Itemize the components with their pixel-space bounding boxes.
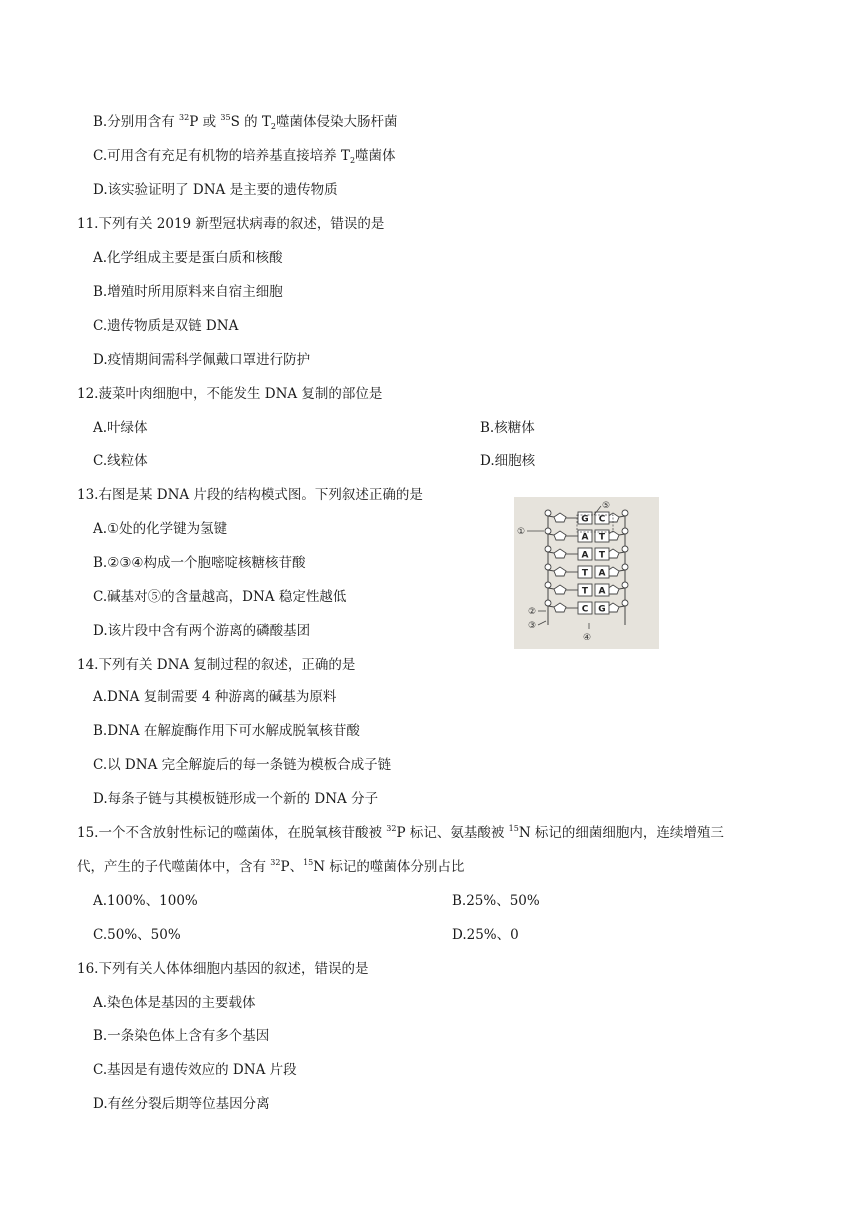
q15-option-b: B.25%、50% <box>452 893 540 909</box>
label-3: ③ <box>528 621 537 631</box>
left-phosphate <box>545 510 551 516</box>
q11-option-b: B.增殖时所用原料来自宿主细胞 <box>93 284 283 300</box>
right-bond <box>619 534 625 535</box>
right-phosphate <box>622 564 628 570</box>
q16-option-b: B.一条染色体上含有多个基因 <box>93 1028 270 1044</box>
q14-option-d: D.每条子链与其模板链形成一个新的 DNA 分子 <box>93 791 379 807</box>
pointer-3 <box>538 621 546 625</box>
q12-stem: 12.菠菜叶肉细胞中，不能发生 DNA 复制的部位是 <box>77 386 383 402</box>
right-bond <box>619 552 625 553</box>
left-bond <box>548 534 554 535</box>
left-phosphate <box>545 582 551 588</box>
q12-option-a: A.叶绿体 <box>93 420 148 436</box>
q15-stem-line1: 15.一个不含放射性标记的噬菌体，在脱氧核苷酸被 $^{32}$P 标记、氨基酸被 $^{15}$N 标记的细菌细胞内，连续增殖三 <box>77 824 724 841</box>
q14-option-b: B.DNA 在解旋酶作用下可水解成脱氧核苷酸 <box>93 723 360 739</box>
label-4: ④ <box>583 633 592 643</box>
q12-option-d: D.细胞核 <box>480 453 536 469</box>
q13-stem: 13.右图是某 DNA 片段的结构模式图。下列叙述正确的是 <box>77 487 423 503</box>
q15-option-c: C.50%、50% <box>93 927 181 943</box>
right-base-letter: A <box>598 586 606 597</box>
q10-option-d: D.该实验证明了 DNA 是主要的遗传物质 <box>93 182 338 198</box>
q11-stem: 11.下列有关 2019 新型冠状病毒的叙述，错误的是 <box>77 216 385 232</box>
q10-option-b: B.分别用含有 $^{32}$P 或 $^{35}$S 的 $T_2$噬菌体侵染大肠杆菌 <box>93 113 398 131</box>
q16-option-d: D.有丝分裂后期等位基因分离 <box>93 1096 270 1112</box>
right-phosphate <box>622 510 628 516</box>
left-bond <box>548 516 554 517</box>
q13-option-b: B.②③④构成一个胞嘧啶核糖核苷酸 <box>93 555 306 571</box>
left-phosphate <box>545 546 551 552</box>
left-phosphate <box>545 528 551 534</box>
left-base-letter: C <box>581 604 589 615</box>
right-base-letter: A <box>598 568 606 579</box>
q11-option-d: D.疫情期间需科学佩戴口罩进行防护 <box>93 352 311 368</box>
left-sugar <box>554 603 566 612</box>
label-5: ⑤ <box>602 501 611 511</box>
q13-option-a: A.①处的化学键为氢键 <box>93 521 228 537</box>
left-base-letter: A <box>581 532 589 543</box>
q10-option-c: C.可用含有充足有机物的培养基直接培养 $T_2$噬菌体 <box>93 148 396 165</box>
q16-option-a: A.染色体是基因的主要载体 <box>93 995 256 1011</box>
left-bond <box>548 588 554 589</box>
left-base-letter: A <box>581 550 589 561</box>
right-base-letter: T <box>598 550 606 561</box>
q16-option-c: C.基因是有遗传效应的 DNA 片段 <box>93 1062 297 1078</box>
right-bond <box>619 570 625 571</box>
left-base-letter: G <box>581 514 589 525</box>
left-sugar <box>554 513 566 522</box>
left-sugar <box>554 531 566 540</box>
q14-option-c: C.以 DNA 完全解旋后的每一条链为模板合成子链 <box>93 757 392 773</box>
left-bond <box>548 606 554 607</box>
q14-option-a: A.DNA 复制需要 4 种游离的碱基为原料 <box>93 689 337 705</box>
left-phosphate <box>545 600 551 606</box>
q11-option-a: A.化学组成主要是蛋白质和核酸 <box>93 250 283 266</box>
dna-structure-figure <box>514 497 659 649</box>
right-phosphate <box>622 600 628 606</box>
left-sugar <box>554 567 566 576</box>
right-bond <box>619 606 625 607</box>
label-2: ② <box>528 607 537 617</box>
right-phosphate <box>622 582 628 588</box>
right-base-letter: C <box>598 514 606 525</box>
label-1: ① <box>517 527 526 537</box>
right-base-letter: T <box>598 532 606 543</box>
right-phosphate <box>622 546 628 552</box>
left-sugar <box>554 585 566 594</box>
right-bond <box>619 588 625 589</box>
left-bond <box>548 552 554 553</box>
q15-option-a: A.100%、100% <box>93 893 198 909</box>
left-base-letter: T <box>581 586 589 597</box>
right-phosphate <box>622 528 628 534</box>
q13-option-c: C.碱基对⑤的含量越高，DNA 稳定性越低 <box>93 589 347 605</box>
left-sugar <box>554 549 566 558</box>
right-base-letter: G <box>598 604 606 615</box>
q16-stem: 16.下列有关人体体细胞内基因的叙述，错误的是 <box>77 961 369 977</box>
q12-option-b: B.核糖体 <box>480 420 535 436</box>
left-base-letter: T <box>581 568 589 579</box>
q13-option-d: D.该片段中含有两个游离的磷酸基团 <box>93 623 311 639</box>
q12-option-c: C.线粒体 <box>93 453 148 469</box>
q14-stem: 14.下列有关 DNA 复制过程的叙述，正确的是 <box>77 657 356 673</box>
q11-option-c: C.遗传物质是双链 DNA <box>93 318 239 334</box>
right-bond <box>619 516 625 517</box>
left-bond <box>548 570 554 571</box>
q15-stem-line2: 代，产生的子代噬菌体中，含有 $^{32}$P、$^{15}$N 标记的噬菌体分别占比 <box>77 858 465 875</box>
q15-option-d: D.25%、0 <box>452 927 519 943</box>
left-phosphate <box>545 564 551 570</box>
dna-diagram <box>514 497 659 649</box>
